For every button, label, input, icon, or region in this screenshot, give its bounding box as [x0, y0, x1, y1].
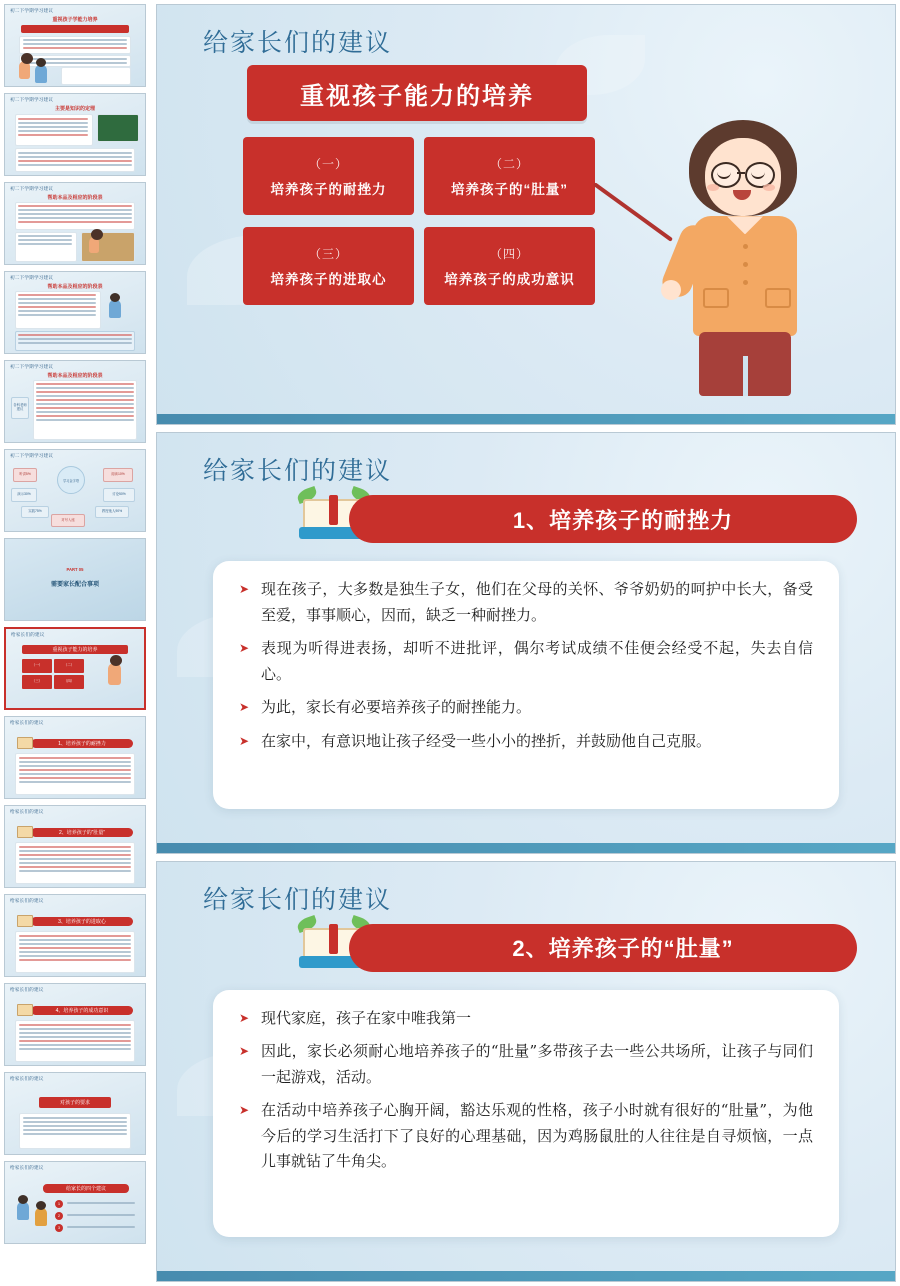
card-index: （三） — [308, 246, 348, 261]
list-item: ➤ 现在孩子，大多数是独生子女，他们在父母的关怀、爷爷奶奶的呵护中长大，备受至爱，事事顺心，因而，缺乏一种耐挫力。 — [239, 577, 813, 628]
person-illustration-icon — [19, 61, 30, 79]
slide-list — [156, 4, 896, 1282]
section-header — [297, 495, 857, 543]
thumb-banner: 重视孩子能力的培养 — [22, 645, 128, 654]
slide-thumbnail-5[interactable] — [4, 360, 146, 443]
slide-thumbnail-4[interactable] — [4, 271, 146, 354]
thumb-title: 给家长们的建议 — [10, 987, 44, 992]
kid-illustration-icon — [17, 1202, 29, 1220]
thumb-title: 初二下学期学习建议 — [10, 275, 54, 280]
person-illustration-icon — [89, 237, 99, 253]
list-item: ➤ 表现为听得进表扬，却听不进批评，偶尔考试成绩不佳便会经受不起，失去自信心。 — [239, 636, 813, 687]
slide-cards[interactable] — [156, 4, 896, 425]
thumb-section-pill: 3、培养孩子的进取心 — [31, 917, 133, 926]
slide-thumbnail-10[interactable] — [4, 805, 146, 888]
card-index: （一） — [308, 156, 348, 171]
thumb-title: 初二下学期学习建议 — [10, 453, 54, 458]
slide-thumbnail-6[interactable]: 初二下学期学习建议 学习金字塔 听讲5% 阅读10% 演示30% 讨论50% 实践75% 教授他人90% 对号入座 — [4, 449, 146, 532]
book-icon — [17, 1004, 33, 1016]
slide-section-1[interactable] — [156, 432, 896, 853]
card-text: 培养孩子的耐挫力 — [270, 181, 387, 197]
book-icon — [17, 915, 33, 927]
thumb-subtitle: 帮助本品及相应的阶段表 — [47, 195, 103, 201]
list-number-2: 2 — [55, 1212, 63, 1220]
card-index: （二） — [489, 156, 529, 171]
slide-thumbnail-panel[interactable] — [4, 4, 150, 1282]
slide-thumbnail-3[interactable] — [4, 182, 146, 265]
thumb-title: 给家长们的建议 — [10, 1165, 44, 1170]
thumb-title: 初二下学期学习建议 — [10, 364, 54, 369]
thumb-part-label: PART 05 — [66, 567, 84, 572]
thumb-title: 初二下学期学习建议 — [10, 186, 54, 191]
kid-illustration-icon — [109, 300, 121, 318]
slide-thumbnail-1[interactable] — [4, 4, 146, 87]
thumb-title: 初二下学期学习建议 — [10, 97, 54, 102]
pyramid-center-icon: 学习金字塔 — [57, 466, 85, 494]
bullet-list — [239, 577, 813, 754]
kid-illustration-icon — [35, 65, 47, 83]
thumb-subtitle: 重视孩子学能力培养 — [52, 17, 98, 23]
thumb-title: 给家长们的建议 — [10, 720, 44, 725]
slide-thumbnail-14[interactable] — [4, 1161, 146, 1244]
ability-card-grid — [243, 137, 595, 305]
thumb-subtitle: 帮助本品及相应的阶段表 — [47, 284, 103, 290]
list-item: ➤ 在活动中培养孩子心胸开阔，豁达乐观的性格，孩子小时就有很好的“肚量”，为他今后的学习生活打下了良好的心理基础，因为鸡肠鼠肚的人往往是自寻烦恼，一点儿事就钻了牛角尖。 — [239, 1098, 813, 1175]
book-icon — [17, 737, 33, 749]
thumb-subtitle: 需要家长配合事项 — [50, 582, 99, 588]
thumb-section-pill: 2、培养孩子的“肚量” — [31, 828, 133, 837]
ability-card-2[interactable] — [424, 137, 595, 215]
thumb-title: 给家长们的建议 — [11, 632, 45, 637]
content-panel — [213, 561, 839, 808]
thumb-section-pill: 1、培养孩子的耐挫力 — [31, 739, 133, 748]
page-title: 给家长们的建议 — [203, 884, 393, 914]
list-item: ➤ 现代家庭，孩子在家中唯我第一 — [239, 1006, 813, 1032]
card-text: 培养孩子的成功意识 — [444, 271, 575, 287]
thumb-section-pill: 给家长的四个建议 — [43, 1184, 129, 1193]
thumb-red-title: 对孩子的要求 — [39, 1097, 111, 1108]
list-item: ➤ 为此，家长有必要培养孩子的耐挫能力。 — [239, 695, 813, 721]
thumb-title: 给家长们的建议 — [10, 898, 44, 903]
slide-thumbnail-8[interactable]: 给家长们的建议 重视孩子能力的培养 （一） （二） （三） （四） — [4, 627, 146, 710]
slide-thumbnail-2[interactable] — [4, 93, 146, 176]
slide-thumbnail-13[interactable] — [4, 1072, 146, 1155]
list-item: ➤ 在家中，有意识地让孩子经受一些小小的挫折，并鼓励他自己克服。 — [239, 729, 813, 755]
book-icon — [17, 826, 33, 838]
card-index: （四） — [489, 246, 529, 261]
section-heading: 1、培养孩子的耐挫力 — [349, 495, 857, 543]
slide-thumbnail-7[interactable] — [4, 538, 146, 621]
thumb-section-pill: 4、培养孩子的成功意识 — [31, 1006, 133, 1015]
ability-card-4[interactable] — [424, 227, 595, 305]
card-text: 培养孩子的进取心 — [270, 271, 387, 287]
slide-section-2[interactable] — [156, 861, 896, 1282]
section-heading: 2、培养孩子的“肚量” — [349, 924, 857, 972]
ability-card-1[interactable] — [243, 137, 414, 215]
banner-heading: 重视孩子能力的培养 — [247, 65, 587, 121]
content-panel — [213, 990, 839, 1237]
thumb-subtitle: 主要是知识的定理 — [54, 106, 95, 112]
thumb-subtitle: 帮助本品及相应的阶段表 — [47, 373, 103, 379]
thumb-side-label: 各科老师建议 — [11, 397, 29, 419]
card-text: 培养孩子的“肚量” — [451, 181, 568, 197]
list-number-1: 1 — [55, 1200, 63, 1208]
list-item: ➤ 因此，家长必须耐心地培养孩子的“肚量”多带孩子去一些公共场所，让孩子与同们一起游戏，活动。 — [239, 1039, 813, 1090]
thumb-title: 给家长们的建议 — [10, 809, 44, 814]
teacher-illustration-icon — [647, 112, 857, 412]
ability-card-3[interactable] — [243, 227, 414, 305]
bullet-list — [239, 1006, 813, 1175]
slide-thumbnail-11[interactable] — [4, 894, 146, 977]
page-title: 给家长们的建议 — [203, 456, 393, 486]
section-header — [297, 924, 857, 972]
page-title: 给家长们的建议 — [203, 28, 393, 57]
teacher-illustration-icon — [108, 663, 121, 685]
kid-illustration-icon — [35, 1208, 47, 1226]
list-number-3: 3 — [55, 1224, 63, 1232]
thumb-title: 给家长们的建议 — [10, 1076, 44, 1081]
slide-thumbnail-12[interactable] — [4, 983, 146, 1066]
slide-thumbnail-9[interactable] — [4, 716, 146, 799]
thumb-title: 初二下学期学习建议 — [10, 8, 54, 13]
thumb-redbar — [21, 25, 129, 33]
